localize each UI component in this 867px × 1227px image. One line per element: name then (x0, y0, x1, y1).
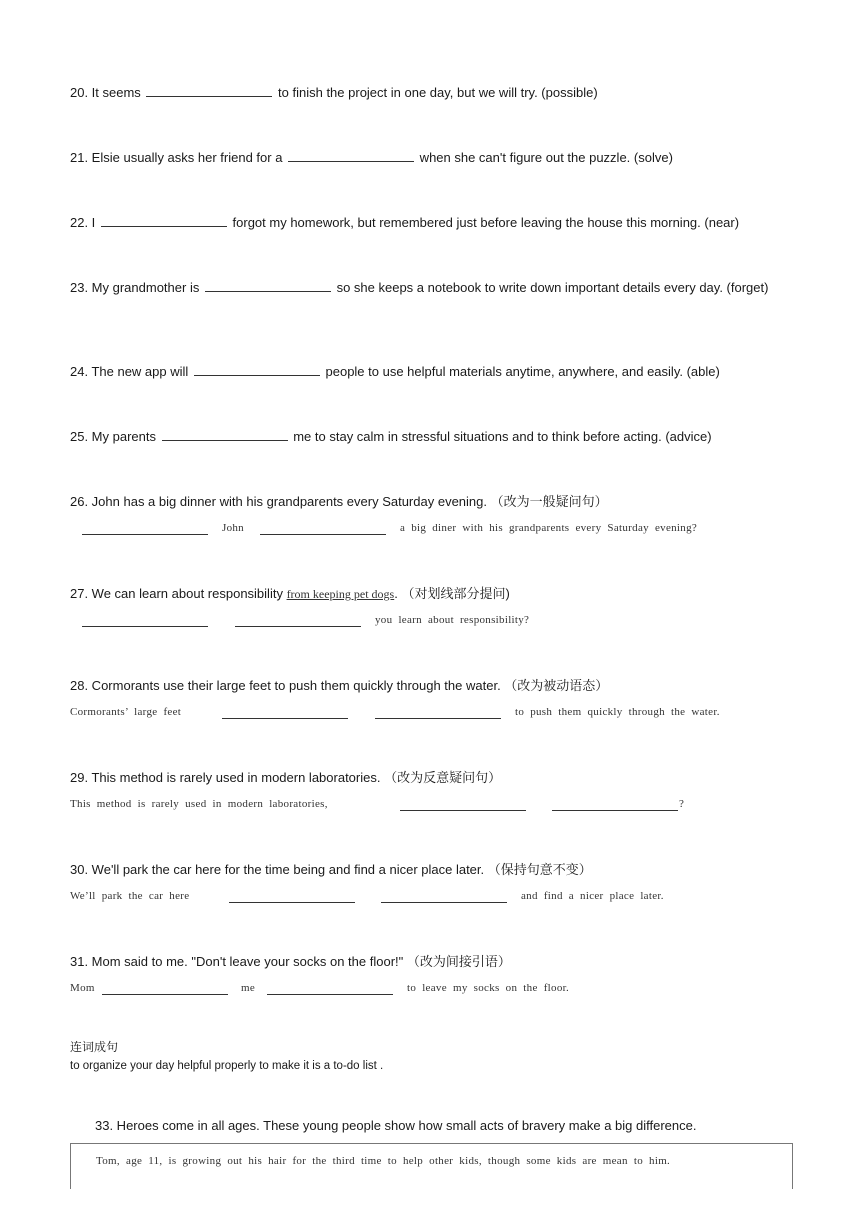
answer-lead: We’ll park the car here (70, 890, 190, 902)
question-30: 30. We'll park the car here for the time being and find a nicer place later. （保持句意不变） (70, 862, 592, 877)
question-29: 29. This method is rarely used in modern laboratories. （改为反意疑问句） (70, 770, 502, 785)
question-25 (70, 427, 712, 446)
answer-rest: to leave my socks on the floor. (407, 982, 570, 994)
section-heading: 连词成句 (70, 1040, 119, 1054)
answer-lead: Cormorants’ large feet (70, 706, 182, 718)
question-33: 33. Heroes come in all ages. These young people show how small acts of bravery make a big difference. (95, 1118, 697, 1133)
question-26: 26. John has a big dinner with his grandparents every Saturday evening. （改为一般疑问句） (70, 494, 608, 509)
question-23-pre: 23. My grandmother is (70, 280, 203, 295)
answer-rest: and find a nicer place later. (521, 890, 664, 902)
question-21 (70, 148, 673, 167)
answer-blank[interactable] (82, 534, 208, 535)
question-27-pre: 27. We can learn about responsibility (70, 586, 287, 601)
answer-blank[interactable] (222, 718, 348, 719)
answer-blank[interactable] (194, 363, 320, 376)
question-31: 31. Mom said to me. "Don't leave your socks on the floor!" （改为间接引语） (70, 954, 511, 969)
underlined-phrase: from keeping pet dogs (286, 587, 395, 601)
answer-rest: to push them quickly through the water. (515, 706, 720, 718)
answer-blank[interactable] (267, 994, 393, 995)
answer-blank[interactable] (82, 626, 208, 627)
question-24-post: people to use helpful materials anytime, anywhere, and easily. (able) (321, 364, 720, 379)
answer-blank[interactable] (229, 902, 355, 903)
answer-word: me (241, 982, 256, 994)
question-23-post: so she keeps a notebook to write down important details every day. (forget) (332, 280, 769, 295)
answer-lead: Mom (70, 982, 95, 994)
question-mark: ? (679, 798, 685, 810)
answer-blank[interactable] (102, 994, 228, 995)
answer-blank[interactable] (235, 626, 361, 627)
question-27 (70, 584, 510, 604)
question-22-pre: 22. I (70, 215, 99, 230)
question-20-post: to finish the project in one day, but we will try. (possible) (274, 85, 598, 100)
answer-blank[interactable] (205, 279, 331, 292)
scrambled-words: to organize your day helpful properly to make it is a to-do list . (70, 1060, 384, 1072)
answer-rest: a big diner with his grandparents every Saturday evening? (400, 522, 698, 534)
answer-rest: you learn about responsibility? (375, 614, 530, 626)
answer-blank[interactable] (146, 84, 272, 97)
answer-blank[interactable] (375, 718, 501, 719)
answer-blank[interactable] (260, 534, 386, 535)
question-22 (70, 213, 739, 232)
answer-blank[interactable] (162, 428, 288, 441)
question-21-pre: 21. Elsie usually asks her friend for a (70, 150, 287, 165)
answer-word: John (222, 522, 244, 534)
answer-blank[interactable] (400, 810, 526, 811)
answer-blank[interactable] (288, 149, 414, 162)
question-20 (70, 83, 598, 102)
question-23 (70, 278, 770, 297)
question-24-pre: 24. The new app will (70, 364, 192, 379)
answer-blank[interactable] (101, 214, 227, 227)
question-25-post: me to stay calm in stressful situations and to think before acting. (advice) (289, 429, 712, 444)
question-27-post: . （对划线部分提问) (394, 586, 510, 601)
question-28: 28. Cormorants use their large feet to push them quickly through the water. （改为被动语态） (70, 678, 609, 693)
question-21-post: when she can't figure out the puzzle. (solve) (416, 150, 673, 165)
question-25-pre: 25. My parents (70, 429, 160, 444)
question-22-post: forgot my homework, but remembered just before leaving the house this morning. (near) (228, 215, 740, 230)
question-20-pre: 20. It seems (70, 85, 145, 100)
answer-lead: This method is rarely used in modern laboratories, (70, 798, 328, 810)
answer-blank[interactable] (552, 810, 678, 811)
answer-blank[interactable] (381, 902, 507, 903)
question-24 (70, 362, 720, 381)
passage-text: Tom, age 11, is growing out his hair for the third time to help other kids, though some kids are mean to him. (96, 1155, 671, 1167)
